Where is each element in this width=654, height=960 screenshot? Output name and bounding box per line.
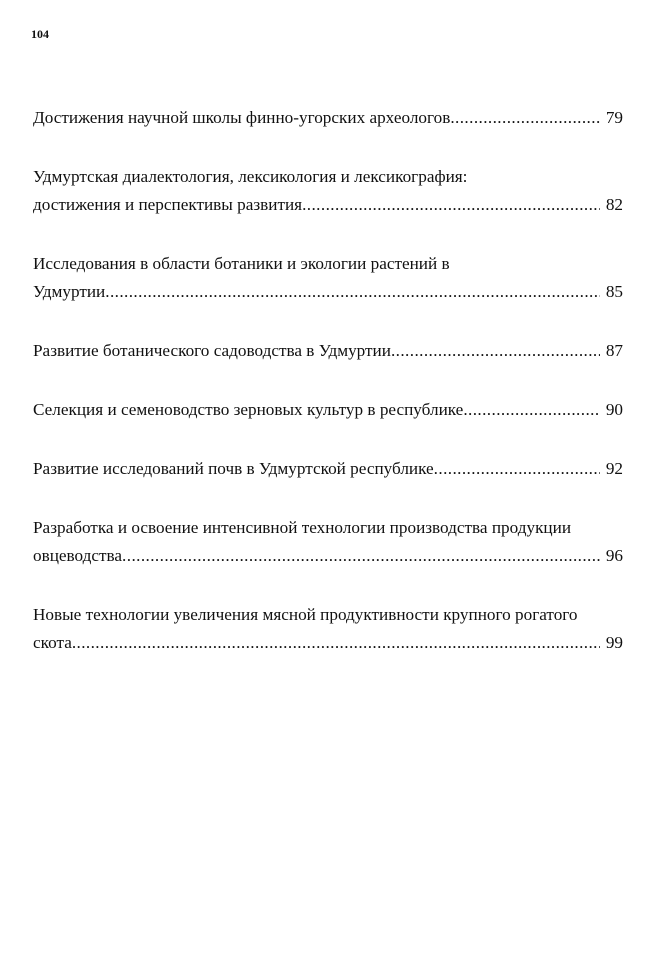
toc-entry-title-line: Новые технологии увеличения мясной продуктивности крупного рогатого	[33, 605, 578, 624]
toc-entry	[33, 601, 623, 657]
toc-entry-title: Развитие исследований почв в Удмуртской республике	[33, 459, 434, 478]
toc-entry-page: 96	[605, 546, 623, 565]
toc-entry-title: Удмуртии	[33, 282, 106, 301]
page-number: 104	[31, 27, 49, 41]
toc-entry-line	[33, 629, 623, 657]
dot-leader	[450, 104, 599, 132]
toc-entry	[33, 337, 623, 365]
toc-entry-page: 82	[605, 195, 623, 214]
toc-entry-title: достижения и перспективы развития	[33, 195, 303, 214]
toc-entry-page: 85	[605, 282, 623, 301]
toc-entry	[33, 396, 623, 424]
dot-leader	[391, 337, 600, 365]
toc-entry-line	[33, 396, 623, 424]
toc-entry-page: 87	[605, 341, 623, 360]
toc-entry-title-line: Исследования в области ботаники и экологии растений в	[33, 254, 450, 273]
dot-leader	[302, 191, 600, 219]
toc-entry-line	[33, 104, 623, 132]
toc-entry-line	[33, 191, 623, 219]
toc-entry	[33, 104, 623, 132]
toc-entry	[33, 514, 623, 570]
dot-leader	[434, 455, 600, 483]
toc-entry	[33, 455, 623, 483]
toc-entry-title: Селекция и семеноводство зерновых культур в республике	[33, 400, 464, 419]
toc-entry-page: 90	[605, 400, 623, 419]
toc-entry-title: овцеводства	[33, 546, 123, 565]
toc-entry-line	[33, 337, 623, 365]
toc-entry	[33, 163, 623, 219]
toc-entry-line	[33, 455, 623, 483]
toc-entry-page: 99	[605, 633, 623, 652]
toc-entry	[33, 250, 623, 306]
toc-entry-title-line: Разработка и освоение интенсивной технологии производства продукции	[33, 518, 572, 537]
dot-leader	[463, 396, 599, 424]
toc-entry-title: Достижения научной школы финно-угорских археологов	[33, 108, 451, 127]
toc-entry-title-line: Удмуртская диалектология, лексикология и лексикография:	[33, 167, 468, 186]
dot-leader	[72, 629, 600, 657]
dot-leader	[105, 278, 600, 306]
toc-entry-line	[33, 542, 623, 570]
toc-entry-title: Развитие ботанического садоводства в Удмуртии	[33, 341, 391, 360]
toc-entry-page: 79	[605, 108, 623, 127]
dot-leader	[122, 542, 600, 570]
toc-entry-page: 92	[605, 459, 623, 478]
toc-entry-title: скота	[33, 633, 72, 652]
toc-entry-line	[33, 278, 623, 306]
table-of-contents	[33, 104, 623, 688]
